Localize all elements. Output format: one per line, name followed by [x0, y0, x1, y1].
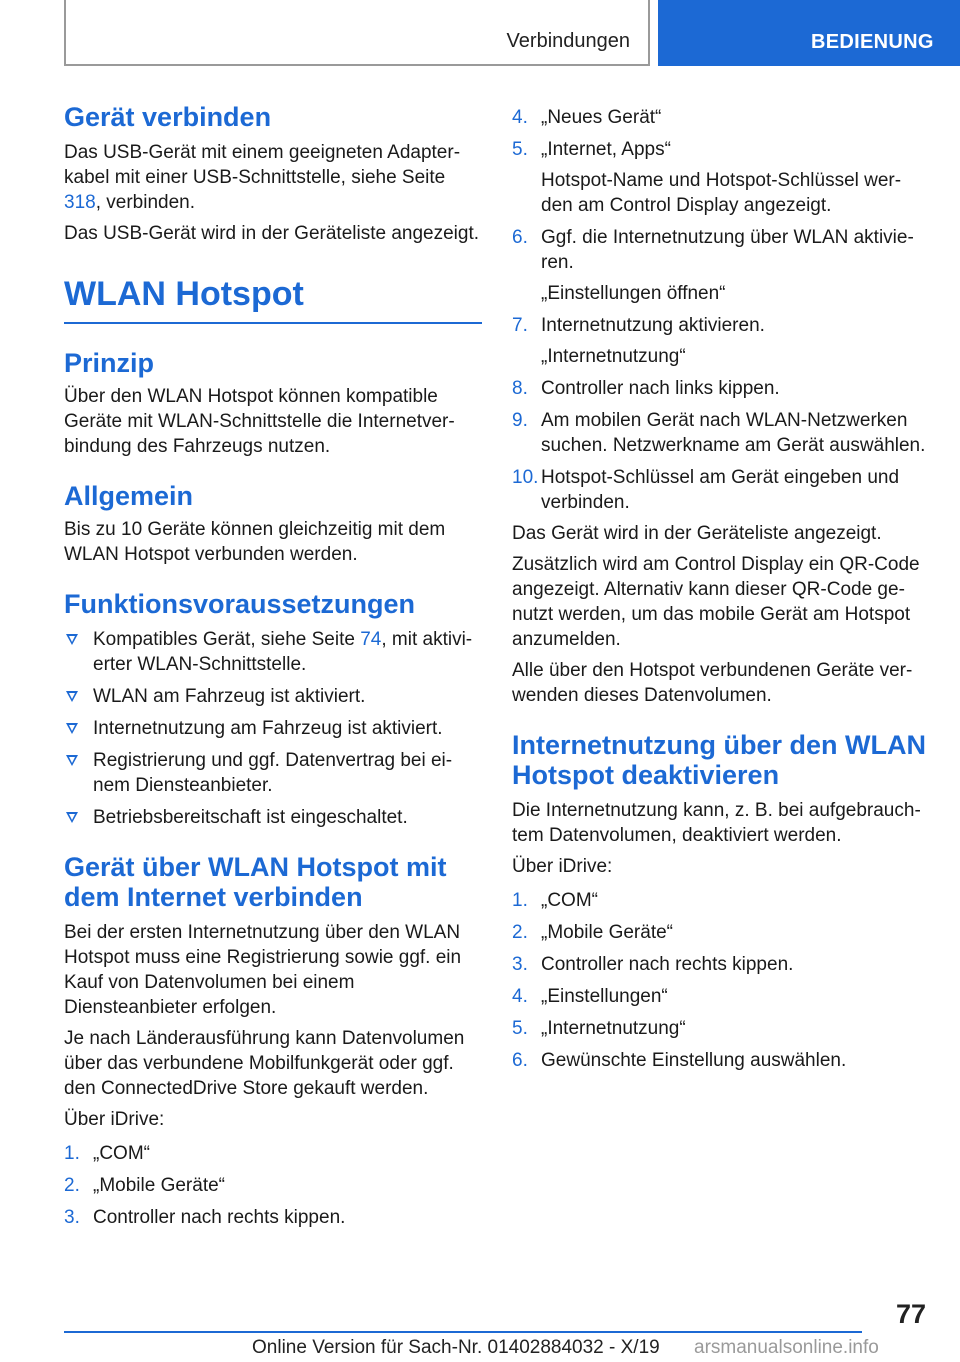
- header-left-rule: [64, 0, 66, 66]
- list-item: 8. Controller nach links kippen.: [512, 378, 780, 399]
- internet-heading: Gerät über WLAN Hotspot mit dem Internet verbinden: [64, 852, 447, 912]
- deactivate-heading: Internetnutzung über den WLAN Hotspot deaktivieren: [512, 730, 926, 790]
- list-item: 6. Ggf. die Internetnutzung über WLAN aktivieren.: [512, 227, 914, 273]
- list-item: WLAN am Fahrzeug ist aktiviert.: [64, 684, 482, 709]
- via-idrive-label: Über iDrive:: [512, 856, 613, 877]
- page-number: 77: [895, 1299, 926, 1329]
- chapter-tab-label: BEDIENUNG: [811, 31, 934, 53]
- bullet-triangle-icon: [66, 723, 78, 734]
- deactivate-steps: [512, 888, 926, 1073]
- bullet-triangle-icon: [66, 634, 78, 645]
- wlan-hotspot-title: WLAN Hotspot: [64, 275, 304, 313]
- online-version-label: Online Version für Sach-Nr. 01402884032 - X/19: [252, 1337, 660, 1358]
- step-note: „Internetnutzung“: [541, 346, 686, 367]
- list-item: 2. „Mobile Geräte“: [512, 922, 673, 943]
- principle-heading: Prinzip: [64, 348, 155, 378]
- list-item: Betriebsbereitschaft ist eingeschaltet.: [64, 805, 482, 830]
- bullet-triangle-icon: [66, 691, 78, 702]
- connect-text-pre: Das USB-Gerät mit einem geeigneten Adapterkabel mit einer USB-Schnittstelle, siehe Seite: [64, 142, 461, 188]
- page-link-318[interactable]: 318: [64, 192, 96, 213]
- list-item: 1. „COM“: [512, 890, 598, 911]
- list-item: 6. Gewünschte Einstellung auswählen.: [512, 1050, 847, 1071]
- bullet-triangle-icon: [66, 755, 78, 766]
- data-volume-note: Alle über den Hotspot verbundenen Geräte verwenden dieses Datenvolumen.: [512, 660, 913, 706]
- list-item: 1. „COM“: [64, 1143, 150, 1164]
- general-text: Bis zu 10 Geräte können gleichzeitig mit dem WLAN Hotspot verbunden werden.: [64, 519, 446, 565]
- header-right-rule: [648, 0, 650, 66]
- page-link-74[interactable]: 74: [360, 629, 382, 650]
- bullet-triangle-icon: [66, 812, 78, 823]
- list-item: Internetnutzung am Fahrzeug ist aktiviert.: [64, 716, 482, 741]
- connect-heading: Gerät verbinden: [64, 102, 272, 132]
- deactivate-text: Die Internetnutzung kann, z. B. bei aufgebrauchtem Datenvolumen, deaktiviert werden.: [512, 800, 921, 846]
- connect-note: Das USB-Gerät wird in der Geräteliste angezeigt.: [64, 223, 480, 244]
- setup-steps-b: [512, 376, 926, 515]
- step-note: Hotspot-Name und Hotspot-Schlüssel werden am Control Display angezeigt.: [541, 170, 902, 216]
- setup-step-7: [512, 313, 926, 338]
- idrive-steps: [64, 1141, 482, 1230]
- internet-text-2: Je nach Länderausführung kann Datenvolumen über das verbundene Mobilfunkgerät oder ggf. den ConnectedDrive Store gekauft werden.: [64, 1028, 465, 1099]
- internet-text-1: Bei der ersten Internetnutzung über den WLAN Hotspot muss eine Registrierung sowie ggf. ein Kauf von Datenvolumen bei einem Diensteanbieter erfolgen.: [64, 922, 462, 1018]
- list-item: 7. Internetnutzung aktivieren.: [512, 315, 765, 336]
- requirements-heading: Funktionsvoraussetzungen: [64, 589, 416, 619]
- list-item: 5. „Internet, Apps“: [512, 139, 671, 160]
- left-column: [64, 100, 482, 1230]
- requirements-list: [64, 627, 482, 830]
- connect-paragraph: [64, 140, 482, 215]
- principle-text: Über den WLAN Hotspot können kompatible Geräte mit WLAN-Schnittstelle die Internetverbindung des Fahrzeugs nutzen.: [64, 386, 455, 457]
- via-idrive-label: Über iDrive:: [64, 1109, 165, 1130]
- list-item: 5. „Internetnutzung“: [512, 1018, 686, 1039]
- setup-step-6: [512, 225, 926, 275]
- list-item: 9. Am mobilen Gerät nach WLAN-Netzwerken suchen. Netzwerkname am Gerät auswählen.: [512, 410, 926, 456]
- qr-code-note: Zusätzlich wird am Control Display ein QR-Code angezeigt. Alternativ kann dieser QR-Code genutzt werden, um das mobile Gerät am Hotspot anzumelden.: [512, 554, 920, 650]
- list-item: 3. Controller nach rechts kippen.: [64, 1207, 346, 1228]
- step-note: „Einstellungen öffnen“: [541, 283, 726, 304]
- device-list-note: Das Gerät wird in der Geräteliste angezeigt.: [512, 523, 882, 544]
- right-column: [512, 105, 926, 1073]
- general-heading: Allgemein: [64, 481, 194, 511]
- footer-rule: [64, 1331, 862, 1333]
- list-item: Registrierung und ggf. Datenvertrag bei einem Diensteanbieter.: [64, 748, 482, 798]
- header-bottom-rule: [64, 64, 650, 66]
- setup-steps-a: [512, 105, 926, 162]
- title-rule: [64, 322, 482, 324]
- connect-text-post: , verbinden.: [95, 192, 195, 213]
- section-title: Verbindungen: [506, 30, 630, 52]
- list-item: 4. „Einstellungen“: [512, 986, 668, 1007]
- watermark: arsmanualsonline.info: [694, 1337, 879, 1358]
- list-item: 10. Hotspot-Schlüssel am Gerät eingeben und verbinden.: [512, 467, 900, 513]
- list-item: Kompatibles Gerät, siehe Seite 74, mit aktivierter WLAN-Schnittstelle.: [64, 627, 482, 677]
- list-item: 2. „Mobile Geräte“: [64, 1175, 225, 1196]
- list-item: 3. Controller nach rechts kippen.: [512, 954, 794, 975]
- chapter-tab: [658, 0, 960, 66]
- list-item: 4. „Neues Gerät“: [512, 107, 662, 128]
